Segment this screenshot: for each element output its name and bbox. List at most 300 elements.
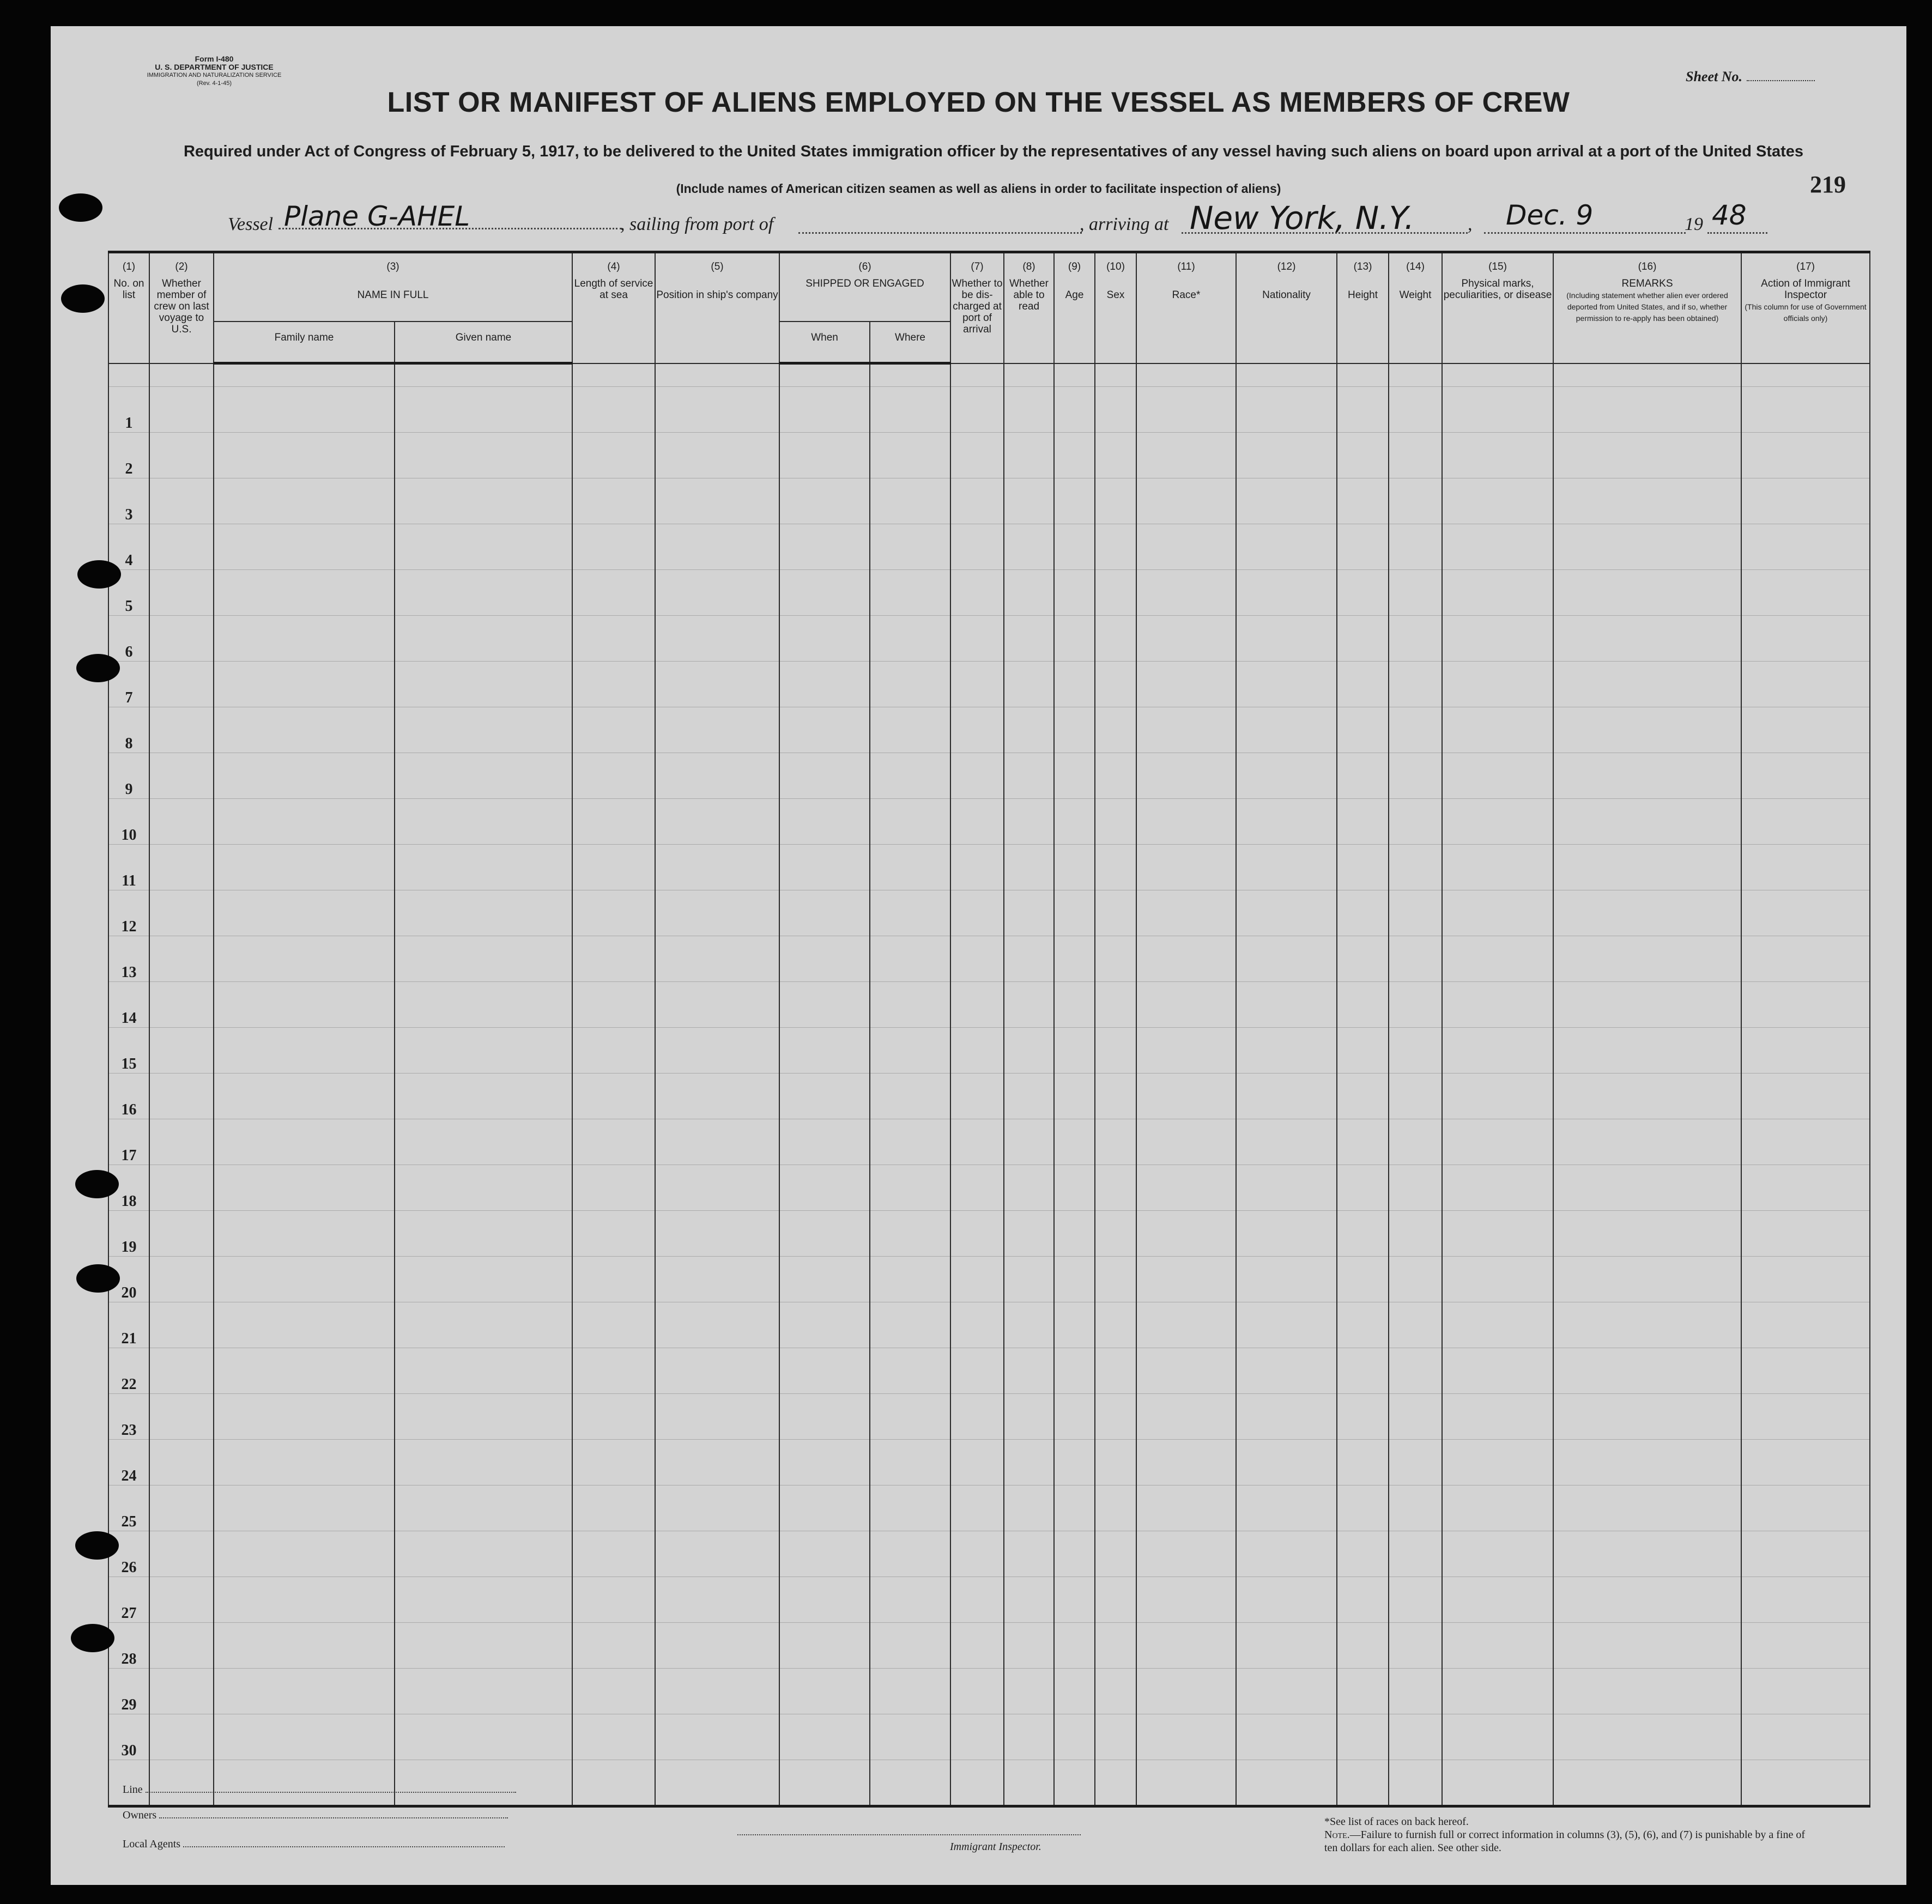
table-cell[interactable] — [1337, 1028, 1389, 1074]
table-cell[interactable] — [950, 1119, 1004, 1165]
table-cell[interactable] — [655, 1714, 779, 1760]
table-cell[interactable] — [1741, 1714, 1870, 1760]
table-cell[interactable] — [214, 753, 395, 799]
table-cell[interactable] — [1741, 570, 1870, 616]
table-cell[interactable] — [1054, 570, 1095, 616]
table-cell[interactable] — [870, 982, 950, 1028]
table-cell[interactable] — [779, 1119, 870, 1165]
table-cell[interactable] — [1741, 845, 1870, 890]
table-cell[interactable] — [1553, 1714, 1741, 1760]
table-cell[interactable] — [572, 1714, 655, 1760]
table-cell[interactable] — [1136, 1531, 1236, 1577]
table-cell[interactable] — [1442, 1119, 1553, 1165]
table-cell[interactable] — [1136, 1669, 1236, 1714]
table-cell[interactable] — [655, 1302, 779, 1348]
table-cell[interactable] — [1337, 1485, 1389, 1531]
table-cell[interactable] — [655, 662, 779, 707]
table-cell[interactable] — [1236, 1348, 1337, 1394]
table-cell[interactable] — [149, 1028, 214, 1074]
table-cell[interactable] — [1389, 1394, 1442, 1440]
table-cell[interactable] — [950, 478, 1004, 524]
table-cell[interactable] — [395, 1531, 572, 1577]
table-cell[interactable] — [1442, 707, 1553, 753]
table-cell[interactable] — [870, 616, 950, 662]
table-cell[interactable] — [779, 1394, 870, 1440]
table-cell[interactable] — [1095, 982, 1136, 1028]
table-cell[interactable] — [572, 1440, 655, 1485]
table-cell[interactable] — [779, 707, 870, 753]
table-cell[interactable] — [149, 387, 214, 433]
table-cell[interactable] — [572, 845, 655, 890]
table-cell[interactable] — [779, 1531, 870, 1577]
table-cell[interactable] — [1741, 707, 1870, 753]
table-cell[interactable] — [1337, 1394, 1389, 1440]
table-cell[interactable] — [1741, 1211, 1870, 1257]
table-cell[interactable] — [149, 1211, 214, 1257]
table-cell[interactable] — [1442, 1394, 1553, 1440]
table-cell[interactable] — [1095, 1577, 1136, 1623]
table-cell[interactable] — [1236, 707, 1337, 753]
table-cell[interactable] — [1553, 570, 1741, 616]
table-cell[interactable] — [214, 1669, 395, 1714]
table-cell[interactable] — [1553, 1302, 1741, 1348]
table-cell[interactable] — [149, 478, 214, 524]
table-cell[interactable] — [572, 1623, 655, 1669]
table-cell[interactable] — [950, 1714, 1004, 1760]
table-cell[interactable] — [1136, 478, 1236, 524]
table-cell[interactable] — [1136, 1257, 1236, 1302]
table-cell[interactable] — [1236, 1669, 1337, 1714]
table-cell[interactable] — [1741, 1485, 1870, 1531]
table-cell[interactable] — [1236, 662, 1337, 707]
table-cell[interactable] — [1054, 1714, 1095, 1760]
table-cell[interactable] — [1095, 524, 1136, 570]
table-cell[interactable] — [1236, 799, 1337, 845]
table-cell[interactable] — [1236, 982, 1337, 1028]
table-cell[interactable] — [1004, 982, 1054, 1028]
table-cell[interactable] — [1004, 662, 1054, 707]
table-cell[interactable] — [572, 1165, 655, 1211]
table-cell[interactable] — [1741, 478, 1870, 524]
table-cell[interactable] — [1136, 890, 1236, 936]
table-cell[interactable] — [1004, 1531, 1054, 1577]
table-cell[interactable] — [1389, 753, 1442, 799]
table-cell[interactable] — [870, 1028, 950, 1074]
table-cell[interactable] — [1741, 1165, 1870, 1211]
table-cell[interactable] — [572, 1257, 655, 1302]
table-cell[interactable] — [1553, 1394, 1741, 1440]
table-cell[interactable] — [1553, 936, 1741, 982]
table-cell[interactable] — [655, 753, 779, 799]
table-cell[interactable] — [655, 478, 779, 524]
table-cell[interactable] — [870, 753, 950, 799]
table-cell[interactable] — [1004, 524, 1054, 570]
table-cell[interactable] — [1337, 936, 1389, 982]
table-cell[interactable] — [149, 982, 214, 1028]
table-cell[interactable] — [1095, 478, 1136, 524]
table-cell[interactable] — [214, 982, 395, 1028]
table-cell[interactable] — [1741, 1531, 1870, 1577]
table-cell[interactable] — [1553, 845, 1741, 890]
table-cell[interactable] — [1741, 753, 1870, 799]
table-cell[interactable] — [1136, 616, 1236, 662]
table-cell[interactable] — [1095, 1211, 1136, 1257]
table-cell[interactable] — [1741, 387, 1870, 433]
table-cell[interactable] — [1442, 662, 1553, 707]
table-cell[interactable] — [572, 1074, 655, 1119]
table-cell[interactable] — [1741, 799, 1870, 845]
table-cell[interactable] — [1389, 1531, 1442, 1577]
table-cell[interactable] — [214, 1531, 395, 1577]
table-cell[interactable] — [395, 1485, 572, 1531]
table-cell[interactable] — [149, 524, 214, 570]
table-cell[interactable] — [1442, 1669, 1553, 1714]
table-cell[interactable] — [149, 662, 214, 707]
table-cell[interactable] — [950, 1257, 1004, 1302]
table-cell[interactable] — [1095, 1074, 1136, 1119]
table-cell[interactable] — [1054, 890, 1095, 936]
table-cell[interactable] — [1136, 845, 1236, 890]
table-cell[interactable] — [1236, 1119, 1337, 1165]
table-cell[interactable] — [1389, 1211, 1442, 1257]
table-cell[interactable] — [1236, 1623, 1337, 1669]
table-cell[interactable] — [950, 1531, 1004, 1577]
table-cell[interactable] — [1389, 1348, 1442, 1394]
table-cell[interactable] — [1054, 1302, 1095, 1348]
table-cell[interactable] — [1236, 1074, 1337, 1119]
table-cell[interactable] — [395, 387, 572, 433]
table-cell[interactable] — [1442, 1531, 1553, 1577]
table-cell[interactable] — [870, 1119, 950, 1165]
table-cell[interactable] — [1337, 845, 1389, 890]
table-cell[interactable] — [1389, 1440, 1442, 1485]
table-cell[interactable] — [1236, 1028, 1337, 1074]
table-cell[interactable] — [1004, 799, 1054, 845]
table-cell[interactable] — [1004, 616, 1054, 662]
table-cell[interactable] — [572, 1394, 655, 1440]
table-cell[interactable] — [1095, 570, 1136, 616]
table-cell[interactable] — [1337, 524, 1389, 570]
table-cell[interactable] — [950, 1302, 1004, 1348]
table-cell[interactable] — [214, 1714, 395, 1760]
table-cell[interactable] — [1337, 1119, 1389, 1165]
table-cell[interactable] — [572, 1302, 655, 1348]
table-cell[interactable] — [1136, 570, 1236, 616]
table-cell[interactable] — [870, 1440, 950, 1485]
table-cell[interactable] — [779, 1257, 870, 1302]
table-cell[interactable] — [1389, 1165, 1442, 1211]
table-cell[interactable] — [779, 1028, 870, 1074]
table-cell[interactable] — [1054, 1211, 1095, 1257]
table-cell[interactable] — [149, 1531, 214, 1577]
table-cell[interactable] — [1054, 1348, 1095, 1394]
table-cell[interactable] — [655, 1394, 779, 1440]
table-cell[interactable] — [214, 387, 395, 433]
table-cell[interactable] — [655, 1531, 779, 1577]
table-cell[interactable] — [1054, 662, 1095, 707]
table-cell[interactable] — [1553, 1669, 1741, 1714]
table-cell[interactable] — [149, 1577, 214, 1623]
table-cell[interactable] — [1389, 1074, 1442, 1119]
table-cell[interactable] — [1095, 1119, 1136, 1165]
table-cell[interactable] — [1136, 707, 1236, 753]
table-cell[interactable] — [572, 524, 655, 570]
table-cell[interactable] — [1337, 478, 1389, 524]
table-cell[interactable] — [779, 936, 870, 982]
table-cell[interactable] — [950, 1485, 1004, 1531]
table-cell[interactable] — [1054, 1074, 1095, 1119]
table-cell[interactable] — [1442, 1440, 1553, 1485]
table-cell[interactable] — [572, 982, 655, 1028]
table-cell[interactable] — [655, 570, 779, 616]
table-cell[interactable] — [870, 387, 950, 433]
table-cell[interactable] — [1442, 387, 1553, 433]
table-cell[interactable] — [395, 1440, 572, 1485]
table-cell[interactable] — [572, 753, 655, 799]
table-cell[interactable] — [870, 1165, 950, 1211]
table-cell[interactable] — [1236, 1440, 1337, 1485]
table-cell[interactable] — [214, 1485, 395, 1531]
table-cell[interactable] — [655, 707, 779, 753]
table-cell[interactable] — [1236, 1211, 1337, 1257]
table-cell[interactable] — [950, 433, 1004, 478]
table-cell[interactable] — [149, 1669, 214, 1714]
table-cell[interactable] — [1095, 1302, 1136, 1348]
table-cell[interactable] — [1136, 1577, 1236, 1623]
table-cell[interactable] — [870, 1394, 950, 1440]
table-cell[interactable] — [1054, 1119, 1095, 1165]
table-cell[interactable] — [950, 1577, 1004, 1623]
table-cell[interactable] — [1054, 753, 1095, 799]
table-cell[interactable] — [1442, 570, 1553, 616]
table-cell[interactable] — [950, 1394, 1004, 1440]
table-cell[interactable] — [870, 1714, 950, 1760]
table-cell[interactable] — [1095, 1394, 1136, 1440]
table-cell[interactable] — [1054, 1669, 1095, 1714]
table-cell[interactable] — [1337, 1623, 1389, 1669]
table-cell[interactable] — [1236, 433, 1337, 478]
table-cell[interactable] — [149, 845, 214, 890]
table-cell[interactable] — [779, 982, 870, 1028]
table-cell[interactable] — [572, 1577, 655, 1623]
table-cell[interactable] — [1095, 387, 1136, 433]
table-cell[interactable] — [1442, 1577, 1553, 1623]
table-cell[interactable] — [655, 1440, 779, 1485]
table-cell[interactable] — [779, 1669, 870, 1714]
table-cell[interactable] — [1004, 1577, 1054, 1623]
table-cell[interactable] — [1095, 1440, 1136, 1485]
table-cell[interactable] — [1553, 1211, 1741, 1257]
table-cell[interactable] — [1389, 1669, 1442, 1714]
table-cell[interactable] — [1004, 753, 1054, 799]
table-cell[interactable] — [1442, 478, 1553, 524]
table-cell[interactable] — [149, 1440, 214, 1485]
table-cell[interactable] — [950, 1440, 1004, 1485]
table-cell[interactable] — [870, 1074, 950, 1119]
table-cell[interactable] — [1389, 1714, 1442, 1760]
table-cell[interactable] — [395, 890, 572, 936]
table-cell[interactable] — [149, 1165, 214, 1211]
table-cell[interactable] — [395, 570, 572, 616]
table-cell[interactable] — [1095, 1531, 1136, 1577]
table-cell[interactable] — [655, 890, 779, 936]
table-cell[interactable] — [1136, 1119, 1236, 1165]
table-cell[interactable] — [1236, 1257, 1337, 1302]
table-cell[interactable] — [1389, 936, 1442, 982]
table-cell[interactable] — [572, 387, 655, 433]
table-cell[interactable] — [1553, 524, 1741, 570]
table-cell[interactable] — [1741, 982, 1870, 1028]
table-cell[interactable] — [1741, 1669, 1870, 1714]
table-cell[interactable] — [1095, 616, 1136, 662]
table-cell[interactable] — [1004, 1074, 1054, 1119]
table-cell[interactable] — [870, 570, 950, 616]
table-cell[interactable] — [1442, 616, 1553, 662]
table-cell[interactable] — [870, 936, 950, 982]
table-cell[interactable] — [870, 890, 950, 936]
table-cell[interactable] — [870, 1211, 950, 1257]
table-cell[interactable] — [779, 616, 870, 662]
table-cell[interactable] — [1442, 845, 1553, 890]
table-cell[interactable] — [149, 1714, 214, 1760]
table-cell[interactable] — [779, 1485, 870, 1531]
table-cell[interactable] — [1136, 799, 1236, 845]
table-cell[interactable] — [1553, 1485, 1741, 1531]
table-cell[interactable] — [1004, 570, 1054, 616]
table-cell[interactable] — [1236, 890, 1337, 936]
table-cell[interactable] — [870, 799, 950, 845]
table-cell[interactable] — [870, 1485, 950, 1531]
table-cell[interactable] — [1095, 936, 1136, 982]
table-cell[interactable] — [1553, 387, 1741, 433]
table-cell[interactable] — [1095, 1623, 1136, 1669]
table-cell[interactable] — [1553, 1074, 1741, 1119]
table-cell[interactable] — [1442, 982, 1553, 1028]
table-cell[interactable] — [1004, 1257, 1054, 1302]
table-cell[interactable] — [1553, 890, 1741, 936]
table-cell[interactable] — [1095, 1669, 1136, 1714]
table-cell[interactable] — [1337, 1074, 1389, 1119]
table-cell[interactable] — [1442, 1623, 1553, 1669]
table-cell[interactable] — [655, 845, 779, 890]
table-cell[interactable] — [1337, 570, 1389, 616]
table-cell[interactable] — [1741, 662, 1870, 707]
table-cell[interactable] — [572, 1669, 655, 1714]
table-cell[interactable] — [1337, 1302, 1389, 1348]
table-cell[interactable] — [1054, 1394, 1095, 1440]
table-cell[interactable] — [572, 936, 655, 982]
table-cell[interactable] — [1741, 616, 1870, 662]
table-cell[interactable] — [1389, 1577, 1442, 1623]
table-cell[interactable] — [1553, 1440, 1741, 1485]
table-cell[interactable] — [1553, 1577, 1741, 1623]
table-cell[interactable] — [1236, 1531, 1337, 1577]
table-cell[interactable] — [1095, 707, 1136, 753]
table-cell[interactable] — [1136, 433, 1236, 478]
table-cell[interactable] — [779, 890, 870, 936]
table-cell[interactable] — [779, 845, 870, 890]
table-cell[interactable] — [779, 524, 870, 570]
table-cell[interactable] — [1236, 570, 1337, 616]
table-cell[interactable] — [395, 1714, 572, 1760]
table-cell[interactable] — [149, 570, 214, 616]
table-cell[interactable] — [1054, 524, 1095, 570]
table-cell[interactable] — [149, 799, 214, 845]
table-cell[interactable] — [214, 478, 395, 524]
table-cell[interactable] — [572, 707, 655, 753]
table-cell[interactable] — [1553, 1531, 1741, 1577]
table-cell[interactable] — [950, 1348, 1004, 1394]
table-cell[interactable] — [950, 387, 1004, 433]
table-cell[interactable] — [395, 433, 572, 478]
table-cell[interactable] — [1741, 1302, 1870, 1348]
table-cell[interactable] — [1442, 1302, 1553, 1348]
table-cell[interactable] — [779, 1211, 870, 1257]
table-cell[interactable] — [395, 1119, 572, 1165]
table-cell[interactable] — [395, 1028, 572, 1074]
table-cell[interactable] — [655, 1348, 779, 1394]
table-cell[interactable] — [779, 1348, 870, 1394]
table-cell[interactable] — [395, 478, 572, 524]
table-cell[interactable] — [214, 1119, 395, 1165]
table-cell[interactable] — [1095, 1348, 1136, 1394]
table-cell[interactable] — [214, 845, 395, 890]
table-cell[interactable] — [1004, 1440, 1054, 1485]
table-cell[interactable] — [395, 1577, 572, 1623]
table-cell[interactable] — [395, 799, 572, 845]
table-cell[interactable] — [1389, 570, 1442, 616]
table-cell[interactable] — [1095, 753, 1136, 799]
table-cell[interactable] — [1236, 753, 1337, 799]
table-cell[interactable] — [1054, 799, 1095, 845]
table-cell[interactable] — [149, 1257, 214, 1302]
table-cell[interactable] — [1389, 1119, 1442, 1165]
table-cell[interactable] — [1442, 1211, 1553, 1257]
table-cell[interactable] — [1004, 1165, 1054, 1211]
table-cell[interactable] — [214, 524, 395, 570]
table-cell[interactable] — [655, 1623, 779, 1669]
table-cell[interactable] — [950, 982, 1004, 1028]
table-cell[interactable] — [1337, 1669, 1389, 1714]
table-cell[interactable] — [1553, 433, 1741, 478]
table-cell[interactable] — [1004, 1348, 1054, 1394]
table-cell[interactable] — [1136, 1074, 1236, 1119]
table-cell[interactable] — [149, 753, 214, 799]
table-cell[interactable] — [870, 1302, 950, 1348]
table-cell[interactable] — [950, 1669, 1004, 1714]
table-cell[interactable] — [572, 433, 655, 478]
table-cell[interactable] — [1236, 524, 1337, 570]
table-cell[interactable] — [1004, 1623, 1054, 1669]
table-cell[interactable] — [1741, 936, 1870, 982]
table-cell[interactable] — [1442, 799, 1553, 845]
table-cell[interactable] — [1741, 1028, 1870, 1074]
table-cell[interactable] — [149, 1394, 214, 1440]
table-cell[interactable] — [1236, 1394, 1337, 1440]
table-cell[interactable] — [1095, 799, 1136, 845]
table-cell[interactable] — [1136, 1302, 1236, 1348]
table-cell[interactable] — [1741, 1074, 1870, 1119]
table-cell[interactable] — [149, 433, 214, 478]
table-cell[interactable] — [950, 707, 1004, 753]
table-cell[interactable] — [655, 1211, 779, 1257]
table-cell[interactable] — [572, 1028, 655, 1074]
table-cell[interactable] — [149, 1623, 214, 1669]
table-cell[interactable] — [1054, 1028, 1095, 1074]
table-cell[interactable] — [572, 616, 655, 662]
table-cell[interactable] — [1004, 936, 1054, 982]
table-cell[interactable] — [1741, 890, 1870, 936]
